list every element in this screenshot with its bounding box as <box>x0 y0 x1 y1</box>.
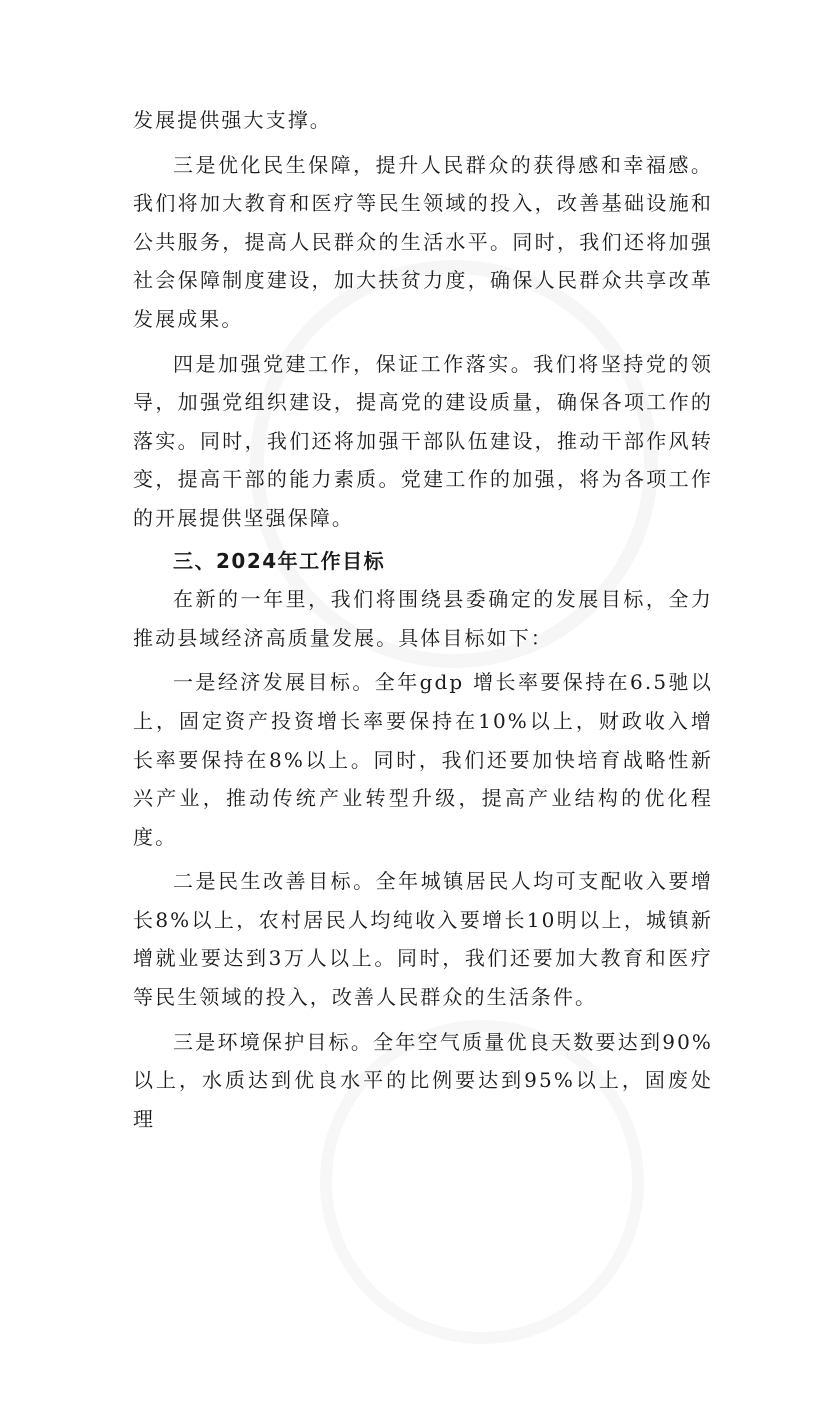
paragraph-livelihood-goal: 二是民生改善目标。全年城镇居民人均可支配收入要增长8%以上，农村居民人均纯收入要增长10明以上，城镇新增就业要达到3万人以上。同时，我们还要加大教育和医疗等民生领域的投入，改善人民群众的生活条件。 <box>133 869 713 1010</box>
document-page <box>133 101 713 1138</box>
paragraph-economic-goal: 一是经济发展目标。全年gdp 增长率要保持在6.5驰以上，固定资产投资增长率要保持在10%以上，财政收入增长率要保持在8%以上。同时，我们还要加快培育战略性新兴产业，推动传统产业转型升级，提高产业结构的优化程度。 <box>133 670 713 849</box>
paragraph-party-building: 四是加强党建工作，保证工作落实。我们将坚持党的领导，加强党组织建设，提高党的建设质量，确保各项工作的落实。同时，我们还将加强干部队伍建设，推动干部作风转变，提高干部的能力素质。党建工作的加强，将为各项工作的开展提供坚强保障。 <box>133 351 713 530</box>
section-heading: 三、2024年工作目标 <box>173 548 386 573</box>
paragraph-continuation: 发展提供强大支撑。 <box>133 108 332 132</box>
paragraph-livelihood-protection: 三是优化民生保障，提升人民群众的获得感和幸福感。我们将加大教育和医疗等民生领域的投入，改善基础设施和公共服务，提高人民群众的生活水平。同时，我们还将加强社会保障制度建设，加大扶贫力度，确保人民群众共享改革发展成果。 <box>133 152 713 331</box>
paragraph-environment-goal: 三是环境保护目标。全年空气质量优良天数要达到90%以上，水质达到优良水平的比例要达到95%以上，固废处理 <box>133 1029 713 1131</box>
paragraph-goals-intro: 在新的一年里，我们将围绕县委确定的发展目标，全力推动县域经济高质量发展。具体目标如下： <box>133 587 713 650</box>
